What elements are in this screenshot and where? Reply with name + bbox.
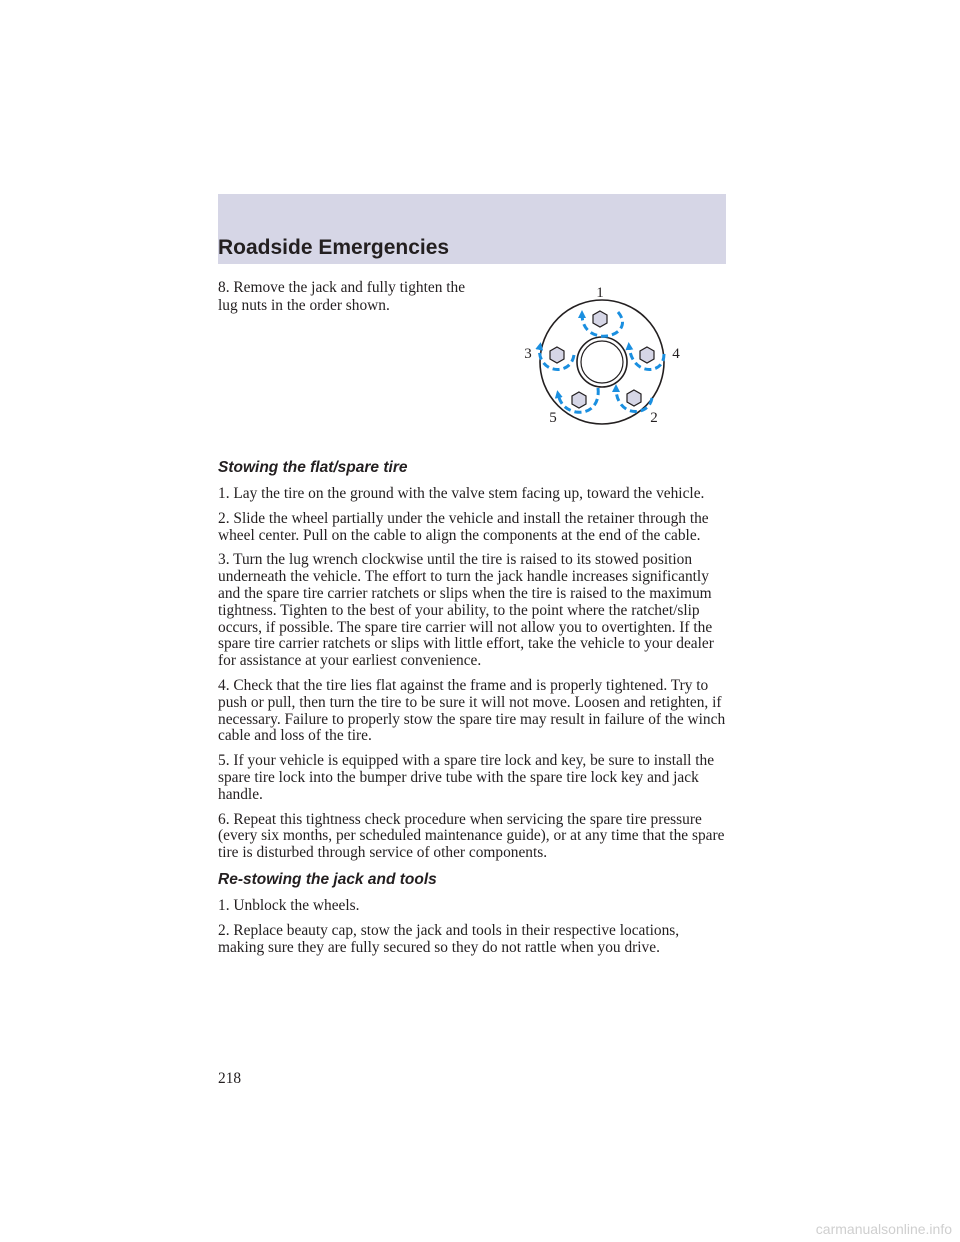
order-label-2: 2 <box>650 410 658 426</box>
order-label-5: 5 <box>549 410 557 426</box>
wheel-hub-outer <box>577 337 627 387</box>
step-8-text: 8. Remove the jack and fully tighten the lug nuts in the order shown. <box>218 279 466 314</box>
lug-nut-2 <box>627 390 641 406</box>
restowing-heading: Re-stowing the jack and tools <box>218 870 437 888</box>
section-title: Roadside Emergencies <box>218 236 450 259</box>
stowing-step-5: 5. If your vehicle is equipped with a spare tire lock and key, be sure to install the spare tire lock into the bumper drive tube with the spare tire lock key and jack handle. <box>218 752 715 803</box>
lug-nut-1 <box>593 311 607 327</box>
page-number: 218 <box>218 1070 242 1087</box>
order-label-3: 3 <box>524 346 532 362</box>
restowing-step-1: 1. Unblock the wheels. <box>218 896 360 914</box>
order-label-4: 4 <box>672 346 680 362</box>
stowing-step-4: 4. Check that the tire lies flat against the frame and is properly tightened. Try to push or pull, then turn the tire to be sure it will not move. Loosen and retighten, if necessary. Failure to properly stow the spare tire may result in failure of the winch cable and loss of the tire. <box>218 676 726 745</box>
stowing-heading: Stowing the flat/spare tire <box>218 459 408 476</box>
wheel-hub-inner <box>581 341 623 383</box>
lug-nut-tightening-diagram <box>512 276 688 436</box>
stowing-step-6: 6. Repeat this tightness check procedure when servicing the spare tire pressure (every six months, per scheduled maintenance guide), or at any time that the spare tire is disturbed through service of other components. <box>218 810 725 862</box>
watermark: carmanualsonline.info <box>815 1221 952 1237</box>
main-content <box>218 458 726 956</box>
stowing-step-3: 3. Turn the lug wrench clockwise until the tire is raised to its stowed position underneath the vehicle. The effort to turn the jack handle increases significantly and the spare tire carrier ratchets or slips when the tire is raised to the maximum tightness. Tighten to the best of your ability, to the point where the ratchet/slip occurs, if possible. The spare tire carrier will not allow you to overtighten. If the spare tire carrier ratchets or slips with little effort, take the vehicle to your dealer for assistance at your earliest convenience. <box>218 551 714 670</box>
order-label-1: 1 <box>596 285 604 301</box>
lug-nut-4 <box>640 347 654 363</box>
lug-nut-5 <box>572 392 586 408</box>
lug-nut-3 <box>550 347 564 363</box>
restowing-step-2: 2. Replace beauty cap, stow the jack and tools in their respective locations, making sure they are fully secured so they do not rattle when you drive. <box>218 921 680 956</box>
stowing-step-1: 1. Lay the tire on the ground with the valve stem facing up, toward the vehicle. <box>218 485 705 502</box>
stowing-step-2: 2. Slide the wheel partially under the vehicle and install the retainer through the wheel center. Pull on the cable to align the components at the end of the cable. <box>218 509 709 544</box>
